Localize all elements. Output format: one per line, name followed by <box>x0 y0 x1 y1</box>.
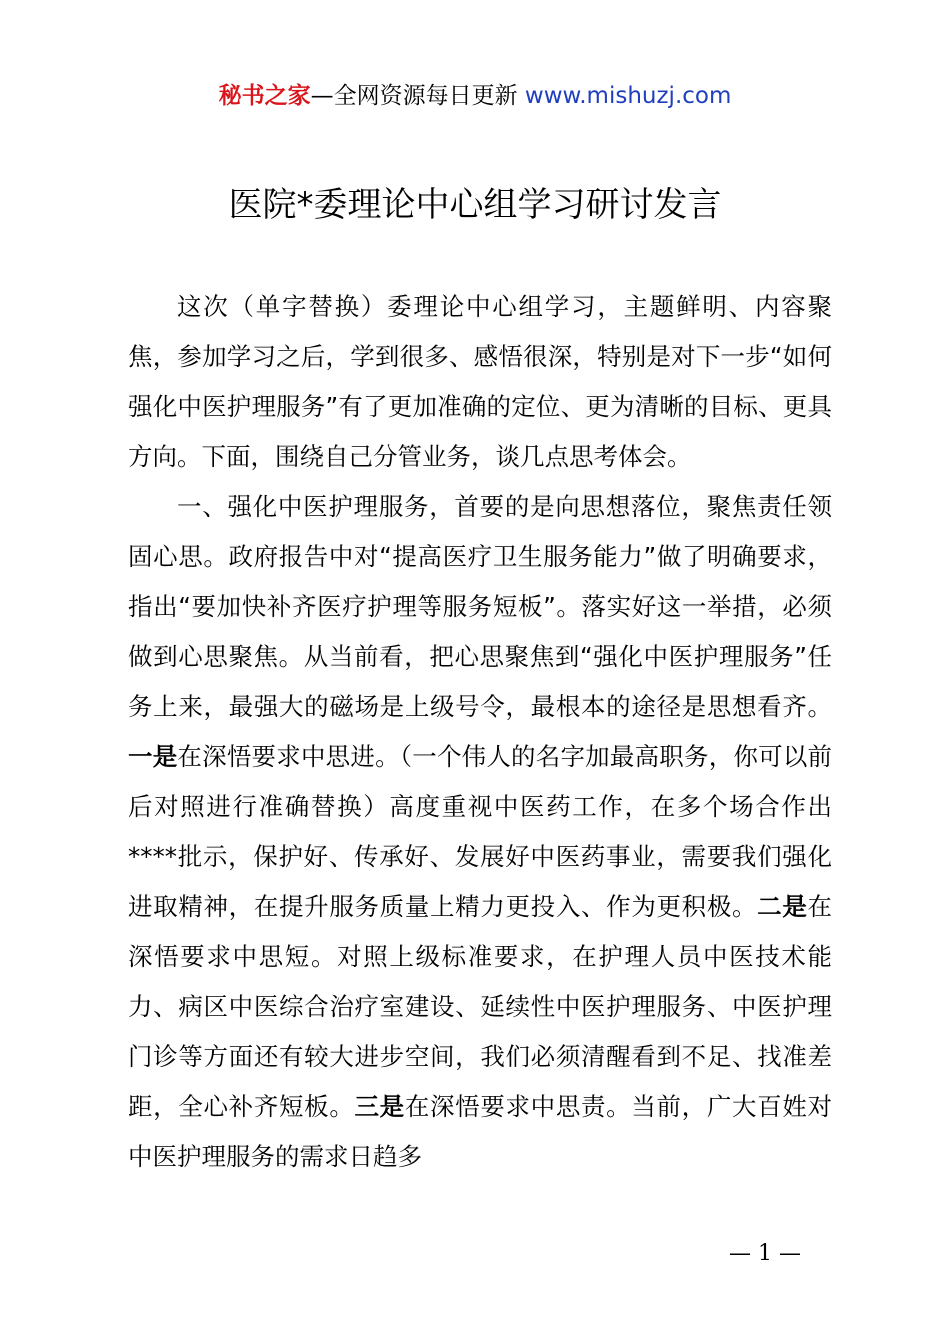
page-number: — 1 — <box>729 1241 801 1266</box>
section-one-heading: 一、强化中医护理服务，首要的是向思想落位，聚焦责任领固心思。 <box>128 492 832 571</box>
brand-tagline: —全网资源每日更新 <box>310 83 518 109</box>
point-one-subtitle: 在深悟要求中思进。 <box>177 742 400 771</box>
page-header <box>0 78 950 114</box>
site-url-link[interactable]: www.mishuzj.com <box>524 83 732 109</box>
document-body <box>128 282 832 1182</box>
point-one-text: （一个伟人的名字加最高职务，你可以前后对照进行准确替换）高度重视中医药工作，在多个场合作出****批示，保护好、传承好、发展好中医药事业，需要我们强化进取精神，在提升服务质量上精力更投入、作为更积极。 <box>128 742 833 921</box>
point-two-text: 对照上级标准要求，在护理人员中医技术能力、病区中医综合治疗室建设、延续性中医护理服务、中医护理门诊等方面还有较大进步空间，我们必须清醒看到不足、找准差距，全心补齐短板。 <box>128 942 832 1121</box>
point-two-subtitle: 在深悟要求中思短。 <box>128 892 833 971</box>
point-three-marker: 三是 <box>354 1092 405 1121</box>
section-one-intro: 政府报告中对“提高医疗卫生服务能力”做了明确要求，指出“要加快补齐医疗护理等服务短板”。落实好这一举措，必须做到心思聚焦。从当前看，把心思聚焦到“强化中医护理服务”任务上来，最强大的磁场是上级号令，最根本的途径是思想看齐。 <box>128 542 833 721</box>
paragraph-section-one <box>128 482 832 1182</box>
document-title: 医院*委理论中心组学习研讨发言 <box>228 185 722 225</box>
point-three-text: 当前，广大百姓对中医护理服务的需求日趋多 <box>128 1092 833 1171</box>
brand-name: 秘书之家 <box>218 83 311 109</box>
paragraph-intro: 这次（单字替换）委理论中心组学习，主题鲜明、内容聚焦，参加学习之后，学到很多、感悟很深，特别是对下一步“如何强化中医护理服务”有了更加准确的定位、更为清晰的目标、更具方向。下面，围绕自己分管业务，谈几点思考体会。 <box>128 292 832 471</box>
point-two-marker: 二是 <box>757 892 808 921</box>
point-three-subtitle: 在深悟要求中思责。 <box>404 1092 632 1121</box>
point-one-marker: 一是 <box>128 742 178 771</box>
